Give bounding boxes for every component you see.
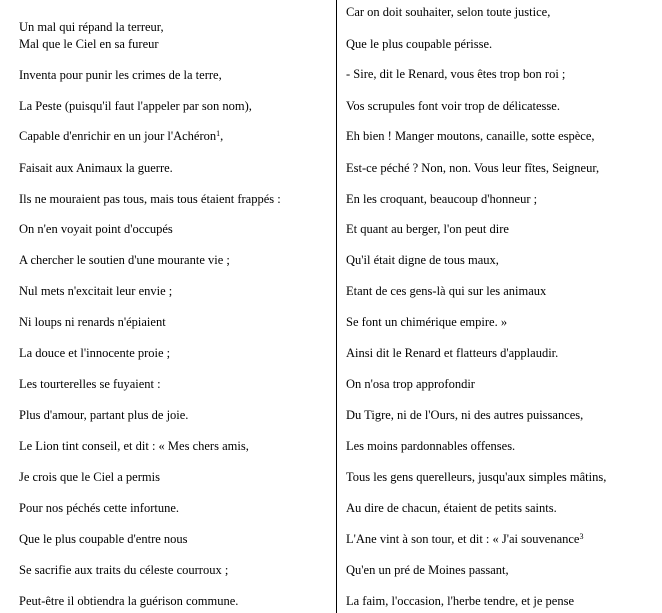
verse-text: Et quant au berger, l'on peut dire [346, 222, 509, 236]
left-verse-line [19, 129, 223, 144]
verse-punctuation: , [220, 129, 224, 143]
right-verse-line [346, 377, 475, 392]
left-verse-line [19, 377, 161, 392]
verse-text: Etant de ces gens-là qui sur les animaux [346, 284, 547, 298]
verse-text: - Sire, dit le Renard, vous êtes trop bon roi ; [346, 67, 566, 81]
verse-text: Faisait aux Animaux la guerre. [19, 161, 173, 175]
verse-text: Le Lion tint conseil, et dit : « Mes chers amis, [19, 439, 249, 453]
verse-text: Je crois que le Ciel a permis [19, 470, 160, 484]
verse-text: Que le plus coupable périsse. [346, 37, 493, 51]
verse-text: Vos scrupules font voir trop de délicatesse. [346, 99, 560, 113]
left-verse-line [19, 192, 281, 207]
right-verse-line [346, 439, 515, 454]
verse-text: Au dire de chacun, étaient de petits saints. [346, 501, 557, 515]
verse-text: A chercher le soutien d'une mourante vie ; [19, 253, 230, 267]
verse-text: Tous les gens querelleurs, jusqu'aux simples mâtins, [346, 470, 607, 484]
right-verse-line [346, 253, 499, 268]
left-verse-line [19, 161, 173, 176]
verse-text: La douce et l'innocente proie ; [19, 346, 171, 360]
verse-text: Ils ne mouraient pas tous, mais tous étaient frappés : [19, 192, 281, 206]
right-verse-line [346, 67, 565, 82]
left-verse-line [19, 99, 252, 114]
right-verse-line [346, 192, 537, 207]
right-verse-line [346, 161, 599, 176]
left-verse-line [19, 68, 222, 83]
verse-text: Du Tigre, ni de l'Ours, ni des autres puissances, [346, 408, 584, 422]
verse-text: Que le plus coupable d'entre nous [19, 532, 188, 546]
left-verse-line [19, 532, 188, 547]
right-verse-line [346, 315, 507, 330]
verse-text: On n'osa trop approfondir [346, 377, 475, 391]
verse-text: Les tourterelles se fuyaient : [19, 377, 161, 391]
verse-text: En les croquant, beaucoup d'honneur ; [346, 192, 538, 206]
verse-text: Qu'en un pré de Moines passant, [346, 563, 509, 577]
left-verse-line [19, 439, 249, 454]
column-divider [336, 0, 337, 613]
left-verse-line [19, 346, 170, 361]
left-verse-line [19, 315, 166, 330]
verse-text: Eh bien ! Manger moutons, canaille, sotte espèce, [346, 129, 595, 143]
left-verse-line [19, 253, 230, 268]
right-verse-line [346, 408, 583, 423]
right-verse-line [346, 501, 557, 516]
right-verse-line [346, 346, 558, 361]
verse-text: Inventa pour punir les crimes de la terre, [19, 68, 222, 82]
footnote-marker: 3 [579, 532, 584, 541]
right-verse-line [346, 594, 574, 609]
left-verse-line [19, 37, 159, 52]
right-verse-line [346, 470, 606, 485]
right-verse-line [346, 563, 509, 578]
footnote-marker: 1 [216, 129, 221, 138]
verse-text: Ainsi dit le Renard et flatteurs d'applaudir. [346, 346, 559, 360]
verse-text: Capable d'enrichir en un jour l'Achéron [19, 129, 217, 143]
verse-text: Mal que le Ciel en sa fureur [19, 37, 159, 51]
verse-text: L'Ane vint à son tour, et dit : « J'ai souvenance [346, 532, 580, 546]
left-verse-line [19, 470, 160, 485]
verse-text: Nul mets n'excitait leur envie ; [19, 284, 173, 298]
verse-text: La faim, l'occasion, l'herbe tendre, et je pense [346, 594, 575, 608]
left-verse-line [19, 284, 172, 299]
left-verse-line [19, 222, 173, 237]
left-verse-line [19, 563, 228, 578]
right-verse-line [346, 99, 560, 114]
verse-text: Car on doit souhaiter, selon toute justice, [346, 5, 551, 19]
verse-text: Les moins pardonnables offenses. [346, 439, 516, 453]
left-verse-line [19, 501, 179, 516]
right-verse-line [346, 284, 546, 299]
right-verse-line [346, 532, 583, 547]
right-verse-line [346, 37, 492, 52]
right-verse-line [346, 129, 595, 144]
verse-text: Un mal qui répand la terreur, [19, 20, 164, 34]
verse-text: Est-ce péché ? Non, non. Vous leur fîtes, Seigneur, [346, 161, 600, 175]
verse-text: Ni loups ni renards n'épiaient [19, 315, 166, 329]
left-verse-line [19, 20, 164, 35]
verse-text: Plus d'amour, partant plus de joie. [19, 408, 189, 422]
verse-text: Qu'il était digne de tous maux, [346, 253, 499, 267]
verse-text: Se font un chimérique empire. » [346, 315, 508, 329]
verse-text: Peut-être il obtiendra la guérison commune. [19, 594, 239, 608]
left-verse-line [19, 408, 188, 423]
verse-text: On n'en voyait point d'occupés [19, 222, 173, 236]
verse-text: Se sacrifie aux traits du céleste courroux ; [19, 563, 229, 577]
verse-text: Pour nos péchés cette infortune. [19, 501, 180, 515]
verse-text: La Peste (puisqu'il faut l'appeler par son nom), [19, 99, 252, 113]
right-verse-line [346, 222, 509, 237]
left-verse-line [19, 594, 238, 609]
right-verse-line [346, 5, 550, 20]
